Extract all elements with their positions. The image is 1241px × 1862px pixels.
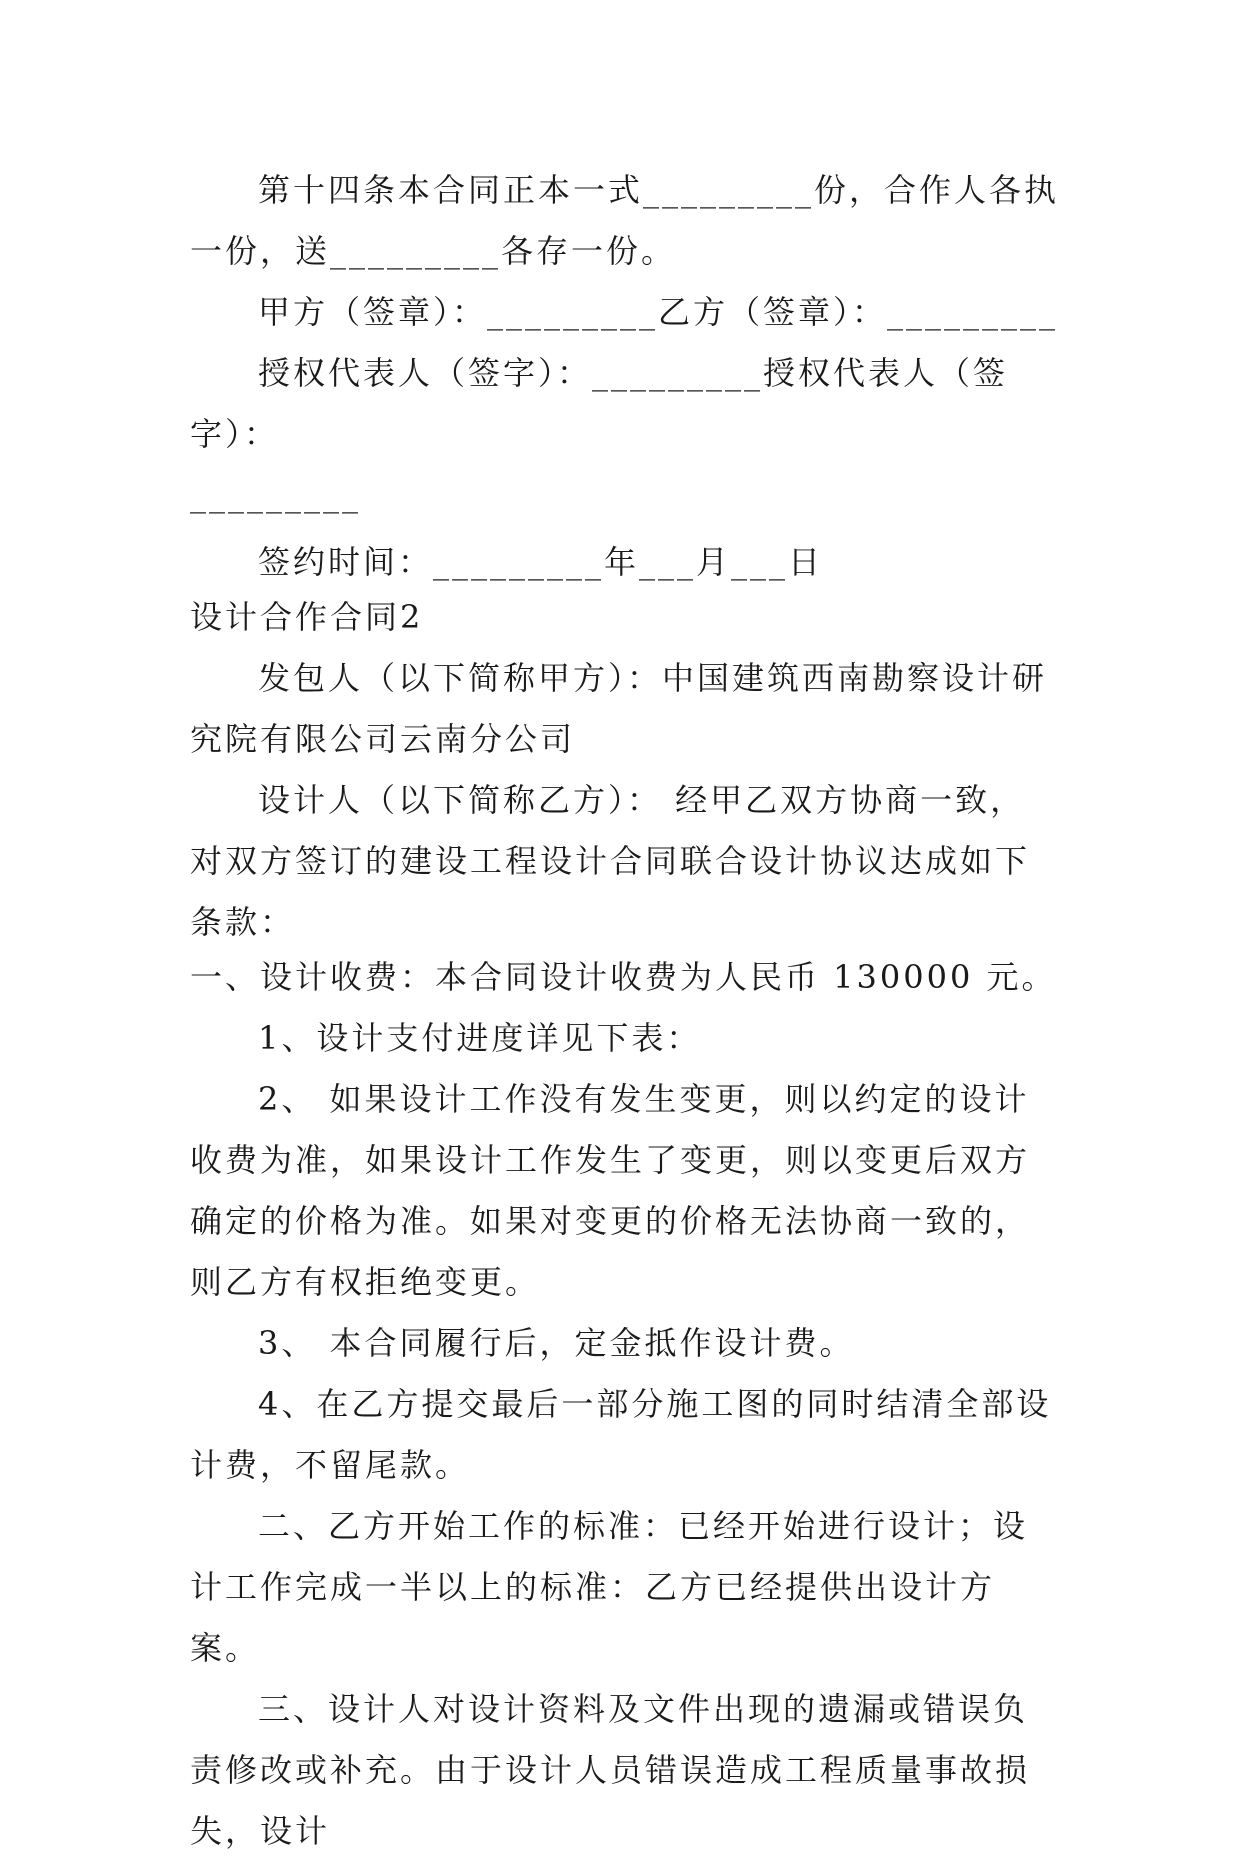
paragraph-designer: 设计人（以下简称乙方）： 经甲乙双方协商一致，对双方签订的建设工程设计合同联合设计协议达成如下条款： — [190, 781, 1031, 941]
paragraph-design-fee: 一、设计收费：本合同设计收费为人民币 130000 元。 — [190, 958, 1057, 996]
paragraph-section-2: 二、乙方开始工作的标准：已经开始进行设计；设计工作完成一半以上的标准：乙方已经提供出设计方案。 — [190, 1507, 1029, 1667]
paragraph-signing-date: 签约时间：_________年___月___日 — [258, 543, 824, 581]
paragraph-authorized-representatives: 授权代表人（签字）：_________授权代表人（签字）： — [190, 354, 1009, 453]
paragraph-clause-2: 2、 如果设计工作没有发生变更，则以约定的设计收费为准，如果设计工作发生了变更，则以变更后双方确定的价格为准。如果对变更的价格无法协商一致的，则乙方有权拒绝变更。 — [190, 1080, 1031, 1301]
paragraph-clause-4: 4、在乙方提交最后一部分施工图的同时结清全部设计费，不留尾款。 — [190, 1385, 1052, 1484]
paragraph-employer: 发包人（以下简称甲方）：中国建筑西南勘察设计研究院有限公司云南分公司 — [190, 659, 1048, 758]
paragraph-clause-1: 1、设计支付进度详见下表： — [258, 1019, 702, 1057]
document-body — [190, 160, 1060, 1862]
paragraph-party-signatures: 甲方（签章）：_________乙方（签章）：_________ — [258, 293, 1059, 331]
paragraph-clause-3: 3、 本合同履行后，定金抵作设计费。 — [258, 1324, 855, 1362]
paragraph-section-3: 三、设计人对设计资料及文件出现的遗漏或错误负责修改或补充。由于设计人员错误造成工程质量事故损失，设计 — [190, 1690, 1031, 1850]
paragraph-article-14: 第十四条本合同正本一式_________份，合作人各执一份，送_________各存一份。 — [190, 171, 1060, 270]
paragraph-signature-blank: _________ — [190, 476, 361, 514]
section-title-contract-2: 设计合作合同2 — [190, 598, 424, 636]
